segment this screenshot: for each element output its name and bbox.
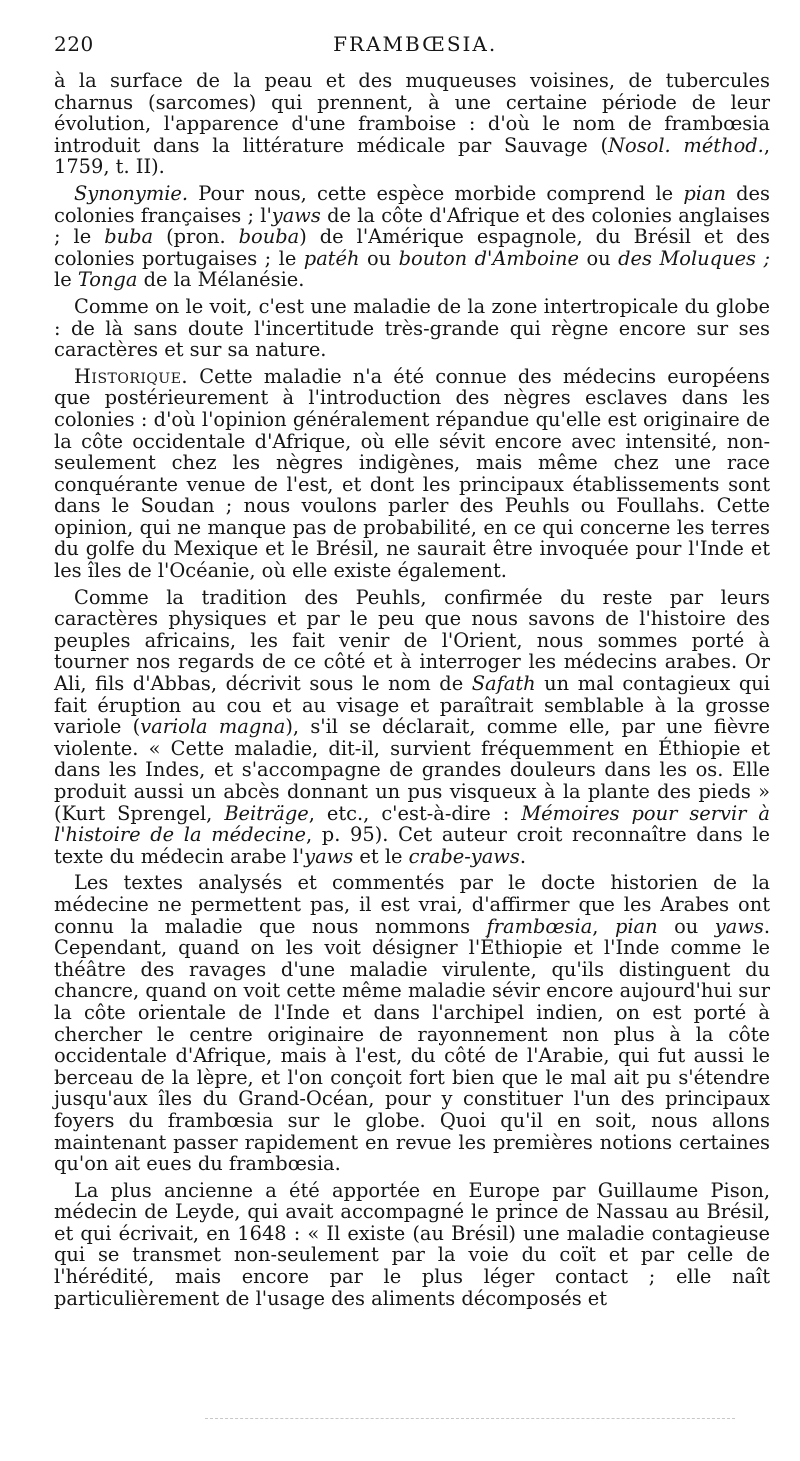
italic-term: Tonga xyxy=(77,268,138,292)
italic-citation: Nosol. méthod. xyxy=(608,133,764,157)
italic-term: pian xyxy=(683,181,726,205)
italic-citation: Mémoires pour servir à l'histoire de la médecine xyxy=(54,801,770,847)
text-run: de la Mélanésie. xyxy=(137,268,305,292)
paragraph-6 xyxy=(54,872,770,1174)
text-run: un mal contagieux qui fait éruption au cou et au visage et paraîtrait semblable à la grosse variole ( xyxy=(54,672,770,739)
paragraph-3: Comme on le voit, c'est une maladie de la zone intertropicale du globe : de là sans doute l'incertitude très-grande qui règne encore sur ses caractères et sur sa nature. xyxy=(54,294,770,362)
paragraph-1 xyxy=(54,70,770,178)
text-run: des colonies françaises ; l' xyxy=(54,181,770,227)
text-run: , etc., c'est-à-dire : xyxy=(308,801,522,825)
text-run: Cette maladie n'a été connue des médecins européens que postérieurement à l'introduction des nègres esclaves dans les colonies : d'où l'opinion généralement répandue qu'elle est originaire de la côte occidentale d'Afrique, où elle sévit encore avec intensité, non-seulement chez les nègres indigènes, mais même chez une race conquérante venue de l'est, et dont les principaux établissements sont dans le Soudan ; nous voulons parler des Peuhls ou Foullahs. Cette opinion, qui ne manque pas de probabilité, en ce qui concerne les terres du golfe du Mexique et le Brésil, ne saurait être invoquée pour l'Inde et les îles de l'Océanie, où elle existe également. xyxy=(54,364,770,583)
body-text xyxy=(54,70,770,1314)
text-run: (pron. xyxy=(153,225,239,249)
text-run: ), s'il se déclarait, comme elle, par une fièvre violente. « Cette maladie, dit-il, survient fréquemment en Éthiopie et dans les Indes, et s'accompagne de grandes douleurs dans les os. Elle produit aussi un abcès donnant un pus visqueux à la plante des pieds » (Kurt Sprengel, xyxy=(54,715,770,825)
text-run: , 1759, t. II). xyxy=(54,133,770,179)
text-run: ou xyxy=(359,246,399,270)
italic-term: bouton d'Amboine xyxy=(398,246,580,270)
italic-term: crabe-yaws xyxy=(408,844,520,868)
italic-term: variola magna xyxy=(140,715,286,739)
text-run: à la surface de la peau et des muqueuses voisines, de tubercules charnus (sarcomes) qui prennent, à une certaine période de leur évolution, l'apparence d'une framboise : d'où le nom de frambœsia introduit dans la littérature médicale par Sauvage ( xyxy=(54,69,770,157)
text-run: Les textes analysés et commentés par le docte historien de la médecine ne permettent pas, il est vrai, d'affirmer que les Arabes ont connu la maladie que nous nommons xyxy=(54,871,770,938)
running-title: FRAMBŒSIA. xyxy=(333,32,498,56)
italic-term: bouba xyxy=(238,225,300,249)
text-run: de la côte d'Afrique et des colonies anglaises ; le xyxy=(54,203,770,249)
italic-term: patéh xyxy=(303,246,360,270)
italic-term: pian xyxy=(614,914,658,938)
italic-term: Safath xyxy=(471,672,536,696)
paragraph-synonymie xyxy=(54,183,770,291)
section-label-historique: Historique. xyxy=(74,364,189,388)
italic-term: frambœsia xyxy=(486,914,593,938)
text-run: et le xyxy=(353,844,409,868)
italic-term: yaws xyxy=(271,203,321,227)
italic-term: buba xyxy=(104,225,154,249)
text-run: , xyxy=(592,914,615,938)
paragraph-historique xyxy=(54,366,770,582)
italic-term: des Moluques ; xyxy=(618,246,770,270)
footer-rule xyxy=(205,1418,735,1419)
italic-term: yaws xyxy=(714,914,764,938)
paragraph-7: La plus ancienne a été apportée en Europe par Guillaume Pison, médecin de Leyde, qui avait accompagné le prince de Nassau au Brésil, et qui écrivait, en 1648 : « Il existe (au Brésil) une maladie contagieuse qui se transmet non-seulement par la voie du coït et par celle de l'hérédité, mais encore par le plus léger contact ; elle naît particulièrement de l'usage des aliments décomposés et xyxy=(54,1178,770,1310)
text-run: , p. 95). Cet auteur croit reconnaître dans le texte du médecin arabe l' xyxy=(54,823,770,868)
text-run: ou xyxy=(657,914,715,938)
paragraph-5 xyxy=(54,587,770,868)
page-header xyxy=(54,32,760,62)
text-run: le xyxy=(54,268,78,292)
italic-term: yaws xyxy=(304,844,354,868)
text-run: . Cependant, quand on les voit désigner l'Éthiopie et l'Inde comme le théâtre des ravages d'une maladie virulente, qu'ils distinguent du chancre, quand on voit cette même maladie sévir encore aujourd'hui sur la côte orientale de l'Inde et dans l'archipel indien, on est porté à chercher le centre originaire de rayonnement non plus à la côte occidentale d'Afrique, mais à l'est, du côté de l'Arabie, qui fut aussi le berceau de la lèpre, et l'on conçoit fort bien que le mal ait pu s'étendre jusqu'aux îles du Grand-Océan, pour y constituer l'un des principaux foyers du frambœsia sur le globe. Quoi qu'il en soit, nous allons maintenant passer rapidement en revue les premières notions certaines qu'on ait eues du frambœsia. xyxy=(54,914,771,1176)
text-run: Pour nous, cette espèce morbide comprend le xyxy=(188,181,684,205)
text-run: Comme la tradition des Peuhls, confirmée du reste par leurs caractères physiques et par le peu que nous savons de l'histoire des peuples africains, les fait venir de l'Orient, nous sommes porté à tourner nos regards de ce côté et à interroger les médecins arabes. Or Ali, fils d'Abbas, décrivit sous le nom de xyxy=(54,585,770,696)
section-label-synonymie: Synonymie. xyxy=(74,181,189,205)
italic-citation: Beiträge xyxy=(224,801,309,825)
text-run: ou xyxy=(579,246,619,270)
page-number: 220 xyxy=(54,32,94,56)
text-run: ) de l'Amérique espagnole, du Brésil et des colonies portugaises ; le xyxy=(54,225,771,270)
text-run: . xyxy=(519,844,527,868)
